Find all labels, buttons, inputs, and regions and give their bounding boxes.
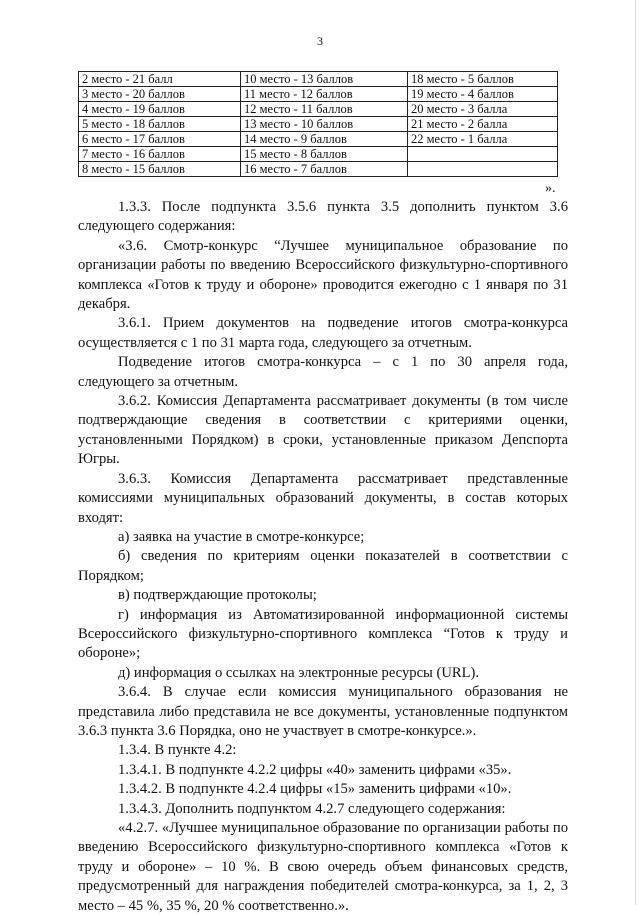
- table-cell: 22 место - 1 балла: [408, 132, 558, 147]
- table-cell: [408, 147, 558, 162]
- list-item: д) информация о ссылках на электронные ресурсы (URL).: [118, 664, 480, 681]
- paragraph: Подведение итогов смотра-конкурса – с 1 по 30 апреля года, следующего за отчетным.: [78, 354, 568, 390]
- table-row: [79, 147, 558, 162]
- table-row: [79, 162, 558, 177]
- table-cell: 6 место - 17 баллов: [79, 132, 241, 147]
- paragraph: «4.2.7. «Лучшее муниципальное образование по организации работы по введению Всероссийского физкультурно-спортивного комплекса «Готов к труду и обороне» – 10 %. В свою очередь объем финансовых средств, предусмотренный для награждения победителей смотра-конкурса, за 1, 2, 3 место – 45 %, 35 %, 20 % соответственно.».: [78, 820, 568, 914]
- table-cell: 11 место - 12 баллов: [241, 87, 408, 102]
- list-item: а) заявка на участие в смотре-конкурсе;: [118, 528, 365, 545]
- table-cell: 5 место - 18 баллов: [79, 117, 241, 132]
- table-row: [79, 132, 558, 147]
- paragraph: 1.3.4. В пункте 4.2:: [118, 742, 237, 759]
- table-cell: 10 место - 13 баллов: [241, 72, 408, 87]
- table-cell: 20 место - 3 балла: [408, 102, 558, 117]
- table-cell: 15 место - 8 баллов: [241, 147, 408, 162]
- table-cell: 3 место - 20 баллов: [79, 87, 241, 102]
- paragraph: 1.3.3. После подпункта 3.5.6 пункта 3.5 дополнить пунктом 3.6 следующего содержания:: [78, 199, 568, 235]
- list-item: в) подтверждающие протоколы;: [118, 587, 317, 604]
- table-cell: 2 место - 21 балл: [79, 72, 241, 87]
- paragraph: 1.3.4.2. В подпункте 4.2.4 цифры «15» заменить цифрами «10».: [118, 781, 512, 798]
- paragraph: 3.6.4. В случае если комиссия муниципального образования не представила либо представила не все документы, установленные подпунктом 3.6.3 пункта 3.6 Порядка, оно не участвует в смотре-конкурсе.».: [78, 684, 568, 739]
- page-number: 3: [317, 34, 323, 48]
- table-cell: 19 место - 4 баллов: [408, 87, 558, 102]
- table-row: [79, 87, 558, 102]
- table-cell: 18 место - 5 баллов: [408, 72, 558, 87]
- table-row: [79, 117, 558, 132]
- table-cell: 14 место - 9 баллов: [241, 132, 408, 147]
- table-cell: 21 место - 2 балла: [408, 117, 558, 132]
- table-row: [79, 102, 558, 117]
- table-cell: 16 место - 7 баллов: [241, 162, 408, 177]
- table-cell: 8 место - 15 баллов: [79, 162, 241, 177]
- table-cell: [408, 162, 558, 177]
- paragraph: 1.3.4.1. В подпункте 4.2.2 цифры «40» заменить цифрами «35».: [118, 761, 512, 778]
- score-table: [78, 71, 558, 177]
- document-body: [78, 198, 568, 916]
- paragraph: 3.6.2. Комиссия Департамента рассматривает документы (в том числе подтверждающие сведения в соответствии с критериями оценки, установленными Порядком) в сроки, установленные приказом Депспорта Югры.: [78, 393, 568, 468]
- paragraph: 3.6.1. Прием документов на подведение итогов смотра-конкурса осуществляется с 1 по 31 марта года, следующего за отчетным.: [78, 315, 568, 351]
- paragraph: «3.6. Смотр-конкурс “Лучшее муниципальное образование по организации работы по введению Всероссийского физкультурно-спортивного комплекса «Готов к труду и обороне» проводится ежегодно с 1 января по 31 декабря.: [78, 237, 568, 313]
- table-cell: 13 место - 10 баллов: [241, 117, 408, 132]
- list-item: б) сведения по критериям оценки показателей в соответствии с Порядком;: [78, 548, 568, 584]
- table-row: [79, 72, 558, 87]
- table-cell: 12 место - 11 баллов: [241, 102, 408, 117]
- scan-edge-line: [635, 0, 636, 905]
- quote-close: ».: [545, 181, 556, 196]
- paragraph: 3.6.3. Комиссия Департамента рассматривает представленные комиссиями муниципальных образований документы, в состав которых входят:: [78, 470, 568, 526]
- paragraph: 1.3.4.3. Дополнить подпунктом 4.2.7 следующего содержания:: [118, 800, 506, 817]
- list-item: г) информация из Автоматизированной информационной системы Всероссийского физкультурно-спортивного комплекса “Готов к труду и обороне»;: [78, 606, 568, 662]
- table-cell: 7 место - 16 баллов: [79, 147, 241, 162]
- table-cell: 4 место - 19 баллов: [79, 102, 241, 117]
